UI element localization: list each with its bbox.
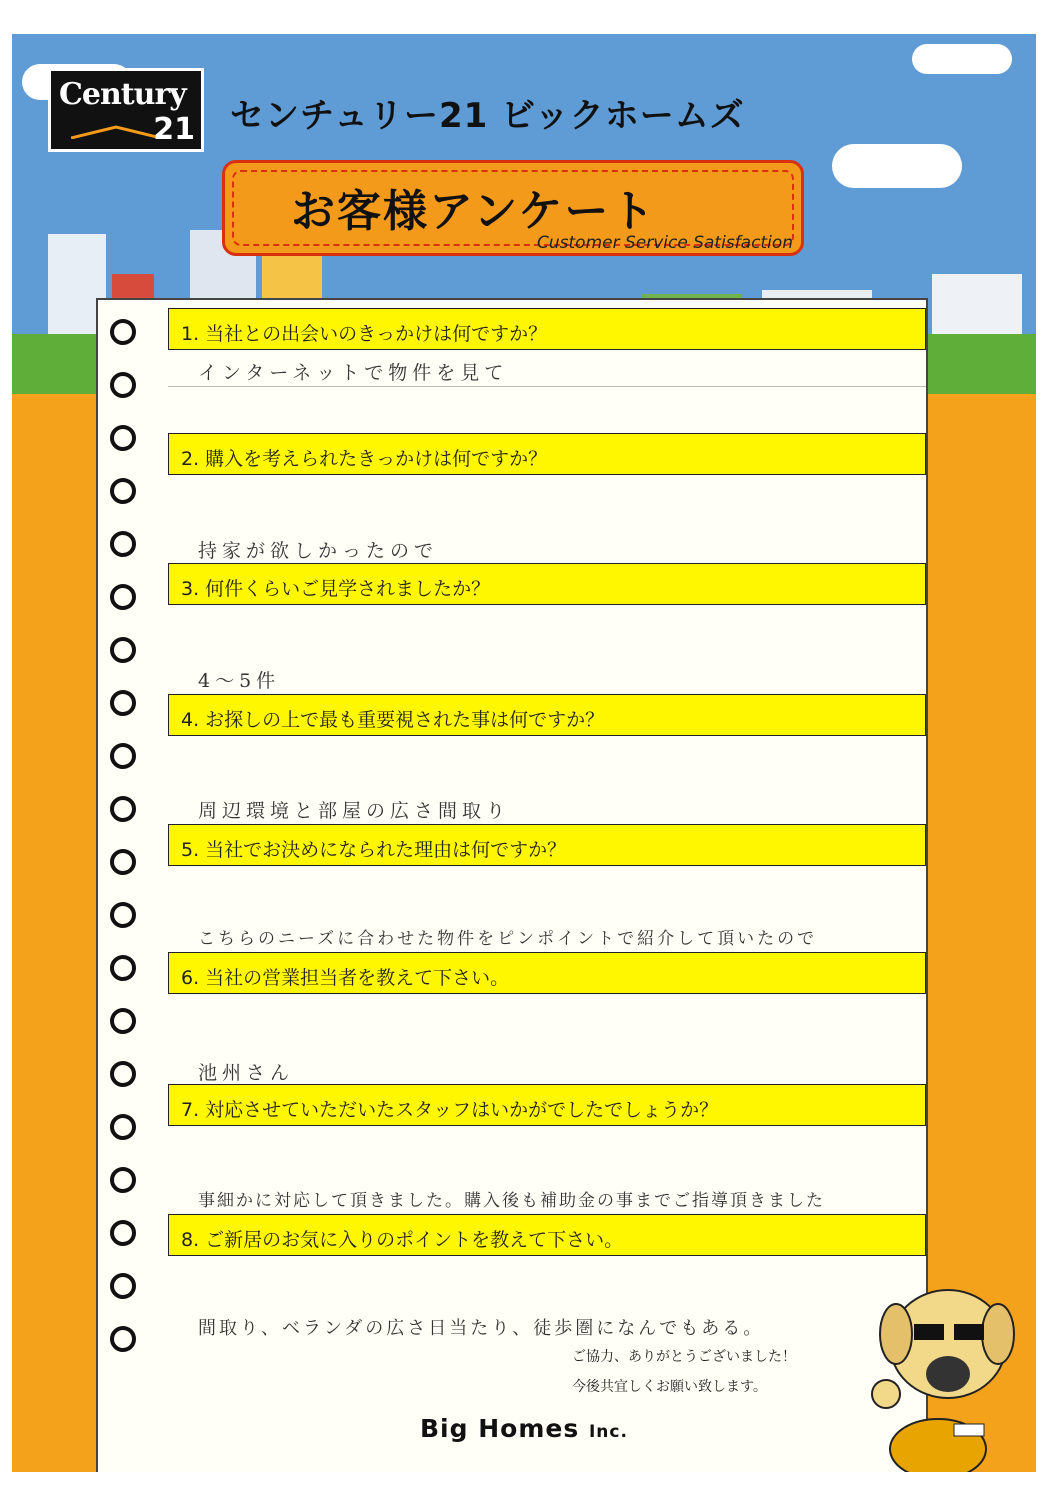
question-4: 4. お探しの上で最も重要視された事は何ですか？ [168, 694, 926, 736]
answer-8: 間取り、ベランダの広さ日当たり、徒歩圏になんでもある。 [198, 1318, 765, 1339]
question-6: 6. 当社の営業担当者を教えて下さい。 [168, 952, 926, 994]
banner-subtitle: Customer Service Satisfaction [537, 233, 793, 253]
closing-line-2: 今後共宜しくお願い致します。 [572, 1379, 767, 1395]
answer-3: 4〜5件 [198, 670, 281, 692]
answer-7: 事細かに対応して頂きました。購入後も補助金の事までご指導頂きました [198, 1191, 825, 1211]
question-3: 3. 何件くらいご見学されましたか？ [168, 563, 926, 605]
binder-ring [110, 690, 136, 716]
binder-ring [110, 849, 136, 875]
cloud [832, 144, 962, 188]
answer-6: 池州さん [198, 1062, 295, 1084]
building [932, 274, 1022, 334]
answer-5: こちらのニーズに合わせた物件をピンポイントで紹介して頂いたので [198, 929, 818, 949]
roof-icon [71, 125, 161, 139]
cloud [912, 44, 1012, 74]
binder-ring [110, 1273, 136, 1299]
binder-ring [110, 425, 136, 451]
footer-brand [420, 1414, 628, 1443]
binder-ring [110, 1008, 136, 1034]
closing-line-1: ご協力、ありがとうございました！ [572, 1349, 796, 1365]
footer-name: Big Homes [420, 1414, 580, 1443]
binder-ring [110, 319, 136, 345]
binder-ring [110, 743, 136, 769]
binder-ring [110, 796, 136, 822]
survey-sheet [12, 34, 1036, 1472]
binder-ring [110, 531, 136, 557]
question-1: 1. 当社との出会いのきっかけは何ですか？ [168, 308, 926, 350]
answer-rule [168, 386, 926, 387]
company-name: センチュリー21 ビックホームズ [230, 96, 745, 136]
binder-ring [110, 1114, 136, 1140]
binder-ring [110, 1061, 136, 1087]
dog-mascot-icon [858, 1274, 1036, 1472]
binder-ring [110, 637, 136, 663]
footer-suffix: Inc. [588, 1422, 628, 1442]
logo-number: 21 [153, 112, 195, 147]
logo-wordmark: Century [59, 77, 186, 112]
banner-title: お客様アンケート [291, 186, 657, 237]
binder-ring [110, 1326, 136, 1352]
binder-ring [110, 955, 136, 981]
binder-ring [110, 902, 136, 928]
question-5: 5. 当社でお決めになられた理由は何ですか？ [168, 824, 926, 866]
answer-1: インターネットで物件を見て [198, 362, 509, 384]
binder-ring [110, 372, 136, 398]
title-banner [222, 160, 804, 256]
binder-ring [110, 1220, 136, 1246]
question-2: 2. 購入を考えられたきっかけは何ですか？ [168, 433, 926, 475]
binder-ring [110, 478, 136, 504]
century21-logo [48, 68, 204, 152]
answer-2: 持家が欲しかったので [198, 540, 439, 562]
question-8: 8. ご新居のお気に入りのポイントを教えて下さい。 [168, 1214, 926, 1256]
answer-4: 周辺環境と部屋の広さ間取り [198, 800, 511, 822]
question-7: 7. 対応させていただいたスタッフはいかがでしたでしょうか？ [168, 1084, 926, 1126]
binder-ring [110, 584, 136, 610]
binder-ring [110, 1167, 136, 1193]
